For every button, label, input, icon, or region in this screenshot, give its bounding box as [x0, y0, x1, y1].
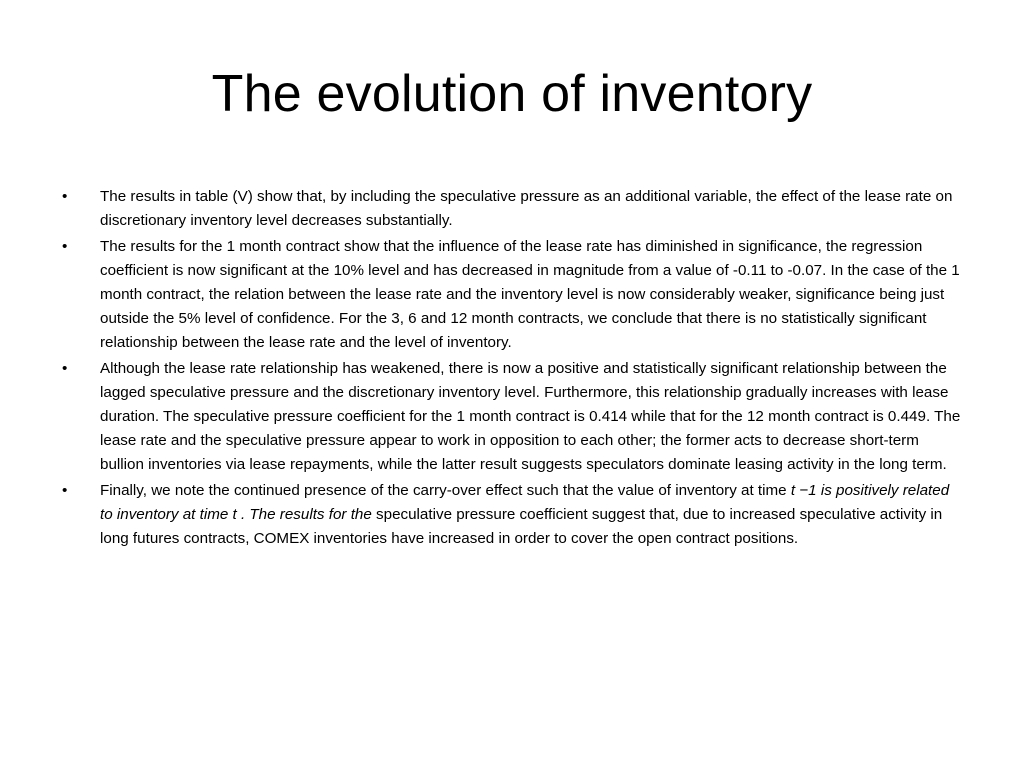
- bullet-text-4-part1: Finally, we note the continued presence of the carry-over effect such that the value of inventory at time: [100, 482, 791, 499]
- bullet-item-3: [62, 357, 962, 477]
- bullet-icon: •: [62, 238, 68, 255]
- bullet-text-2: The results for the 1 month contract show that the influence of the lease rate has diminished in significance, the regression coefficient is now significant at the 10% level and has decreased in magnitude from a value of -0.11 to -0.07. In the case of the 1 month contract, the relation between the lease rate and the inventory level is now considerably weaker, significance being just outside the 5% level of confidence. For the 3, 6 and 12 month contracts, we conclude that there is no statistically significant relationship between the lease rate and the level of inventory.: [100, 238, 960, 351]
- bullet-text-1: The results in table (V) show that, by including the speculative pressure as an additional variable, the effect of the lease rate on discretionary inventory level decreases substantially.: [100, 188, 953, 229]
- bullet-text-4-part2: speculative pressure coefficient suggest that, due to increased speculative activity in long futures contracts, COMEX inventories have increased in order to cover the open contract positions.: [100, 506, 943, 547]
- bullet-icon: •: [62, 482, 68, 499]
- bullet-item-1: [62, 185, 962, 233]
- bullet-item-4: [62, 479, 962, 551]
- bullet-text-4-italic: t −1 is positively related to inventory at time t . The results for the: [100, 482, 950, 523]
- bullet-icon: •: [62, 188, 68, 205]
- bullet-icon: •: [62, 360, 68, 377]
- slide-title: The evolution of inventory: [211, 65, 813, 123]
- bullet-list: [62, 185, 962, 553]
- bullet-item-2: [62, 235, 962, 355]
- bullet-text-3: Although the lease rate relationship has weakened, there is now a positive and statistically significant relationship between the lagged speculative pressure and the discretionary inventory level. Furthermore, this relationship gradually increases with lease duration. The speculative pressure coefficient for the 1 month contract is 0.414 while that for the 12 month contract is 0.449. The lease rate and the speculative pressure appear to work in opposition to each other; the former acts to decrease short-term bullion inventories via lease repayments, while the latter result suggests speculators dominate leasing activity in the long term.: [100, 360, 961, 473]
